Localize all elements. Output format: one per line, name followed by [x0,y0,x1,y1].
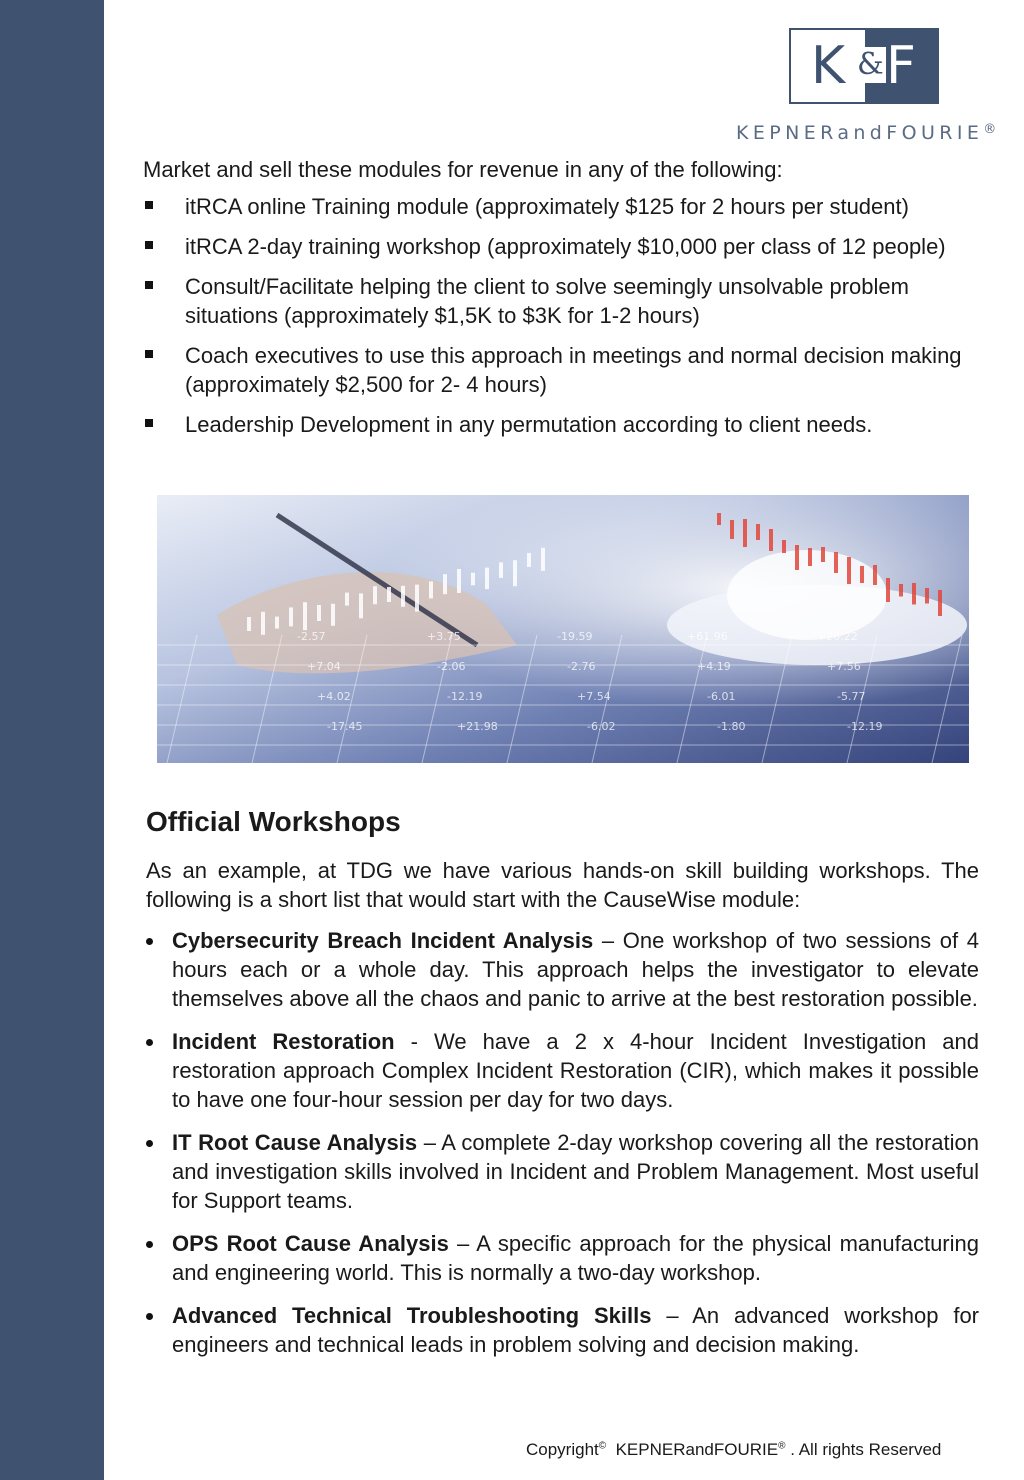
grid-number: -19.59 [557,630,593,643]
copyright-footer [526,1440,941,1460]
candlestick [912,583,916,605]
candlestick [541,548,545,571]
grid-number: -5.77 [837,690,866,703]
square-bullet-icon [145,419,153,427]
grid-number: -6.02 [587,720,616,733]
candlestick [938,590,942,616]
candlestick [743,519,747,547]
candlestick [527,553,531,567]
candlestick [457,569,461,593]
stock-trading-photo [157,495,969,763]
workshop-desc: – A specific approach for the physical manufacturing and engineering world. This is normally a two-day workshop. [172,1231,979,1285]
candlestick [925,588,929,604]
grid-number: -6.01 [707,690,736,703]
workshop-name: OPS Root Cause Analysis [172,1231,449,1256]
candlestick [795,545,799,570]
logo-letter-k: K [791,30,865,102]
candlestick [261,612,265,635]
copyright-mark: © [598,1440,607,1452]
coffee-cup [727,550,887,640]
candlestick [401,586,405,607]
candlestick [499,562,503,578]
workshop-desc: - We have a 2 x 4-hour Incident Investigation and restoration approach Complex Incident Restoration (CIR), which makes it possible to have one four-hour session per day for two days. [172,1029,980,1112]
grid-number: -12.19 [447,690,483,703]
candlestick [808,548,812,566]
grid-number: +7.56 [827,660,861,673]
footer-reg-mark: ® [778,1440,786,1452]
candlestick [717,513,721,525]
grid-number: +3.75 [427,630,461,643]
list-item-text: itRCA online Training module (approximately $125 for 2 hours per student) [185,194,909,219]
candlestick [359,593,363,618]
grid-number: -2.76 [567,660,596,673]
grid-number: +4.02 [317,690,351,703]
workshop-desc: – A complete 2-day workshop covering all the restoration and investigation skills involved in Incident and Problem Management. Most useful for Support teams. [172,1130,980,1213]
logo-ampersand: & [857,47,884,82]
workshop-list [146,926,979,1359]
workshops-intro: As an example, at TDG we have various hands-on skill building workshops. The following is a short list that would start with the CauseWise module: [146,858,979,912]
square-bullet-icon [145,201,153,209]
grid-number: +21.98 [457,720,498,733]
candlestick [821,547,825,562]
company-logo [736,28,1008,148]
grid-number: -12.19 [847,720,883,733]
square-bullet-icon [145,281,153,289]
logo-wordmark [736,122,1008,144]
list-item [146,1027,979,1114]
logo-letter-f: F [865,30,937,102]
candlestick [471,573,475,586]
grid-number: -17.45 [327,720,363,733]
grid-number: +7.54 [577,690,611,703]
revenue-lead: Market and sell these modules for revenue in any of the following: [143,157,783,182]
candlestick [247,617,251,631]
candlestick [834,552,838,573]
revenue-section [143,155,1003,450]
square-bullet-icon [145,241,153,249]
list-item [143,272,1003,330]
grid-number: +4.19 [697,660,731,673]
list-item [143,232,1003,261]
workshop-name: Incident Restoration [172,1029,395,1054]
candlestick [443,574,447,594]
copyright-label: Copyright [526,1440,599,1459]
candlestick [485,568,489,590]
grid-number: -2.06 [437,660,466,673]
list-item [143,410,1003,439]
candlestick [303,602,307,630]
candlestick [860,566,864,583]
bullet-icon [146,1313,153,1320]
list-item-text: itRCA 2-day training workshop (approximately $10,000 per class of 12 people) [185,234,946,259]
candlestick [415,585,419,612]
candlestick [873,565,877,585]
grid-number: +7.04 [307,660,341,673]
list-item [143,341,1003,399]
photo-illustration [157,495,969,763]
bullet-icon [146,1241,153,1248]
logo-company-name: KEPNERandFOURIE [736,122,984,144]
footer-company: KEPNERandFOURIE [615,1440,779,1459]
candlestick [756,524,760,540]
workshop-name: Cybersecurity Breach Incident Analysis [172,928,594,953]
bullet-icon [146,1039,153,1046]
workshops-section [146,800,979,1373]
list-item-text: Consult/Facilitate helping the client to solve seemingly unsolvable problem situations (approximately $1,5K to $3K for 1-2 hours) [185,274,909,328]
logo-mark [789,28,939,104]
candlestick [387,587,391,602]
candlestick [289,607,293,626]
revenue-list [143,192,1003,439]
bullet-icon [146,1140,153,1147]
candlestick [429,581,433,598]
grid-number: +20.22 [817,630,858,643]
workshop-desc: – One workshop of two sessions of 4 hours each or a whole day. This approach helps the investigator to elevate themselves above all the chaos and panic to arrive at the best restoration possible. [172,928,979,1011]
candlestick [899,584,903,597]
list-item [146,1301,979,1359]
candlestick [847,557,851,584]
list-item [146,1128,979,1215]
grid-number: -1.80 [717,720,746,733]
grid-number: -2.57 [297,630,326,643]
logo-reg-mark: ® [983,122,997,137]
candlestick [317,605,321,621]
list-item [146,1229,979,1287]
list-item-text: Coach executives to use this approach in meetings and normal decision making (approximately $2,500 for 2- 4 hours) [185,343,962,397]
list-item [146,926,979,1013]
candlestick [730,520,734,539]
candlestick [886,578,890,602]
candlestick [769,529,773,551]
candlestick [331,604,335,626]
sidebar-stripe [0,0,104,1480]
candlestick [345,593,349,606]
workshop-name: IT Root Cause Analysis [172,1130,418,1155]
section-title: Official Workshops [146,806,401,837]
list-item-text: Leadership Development in any permutation according to client needs. [185,412,873,437]
candlestick [782,540,786,553]
list-item [143,192,1003,221]
workshop-desc: – An advanced workshop for engineers and technical leads in problem solving and decision making. [172,1303,979,1357]
candlestick [513,560,517,586]
footer-rights: . All rights Reserved [790,1440,942,1459]
workshop-name: Advanced Technical Troubleshooting Skills [172,1303,652,1328]
square-bullet-icon [145,350,153,358]
bullet-icon [146,938,153,945]
candlestick [275,617,279,629]
candlestick [373,586,377,604]
grid-number: +61.96 [687,630,728,643]
